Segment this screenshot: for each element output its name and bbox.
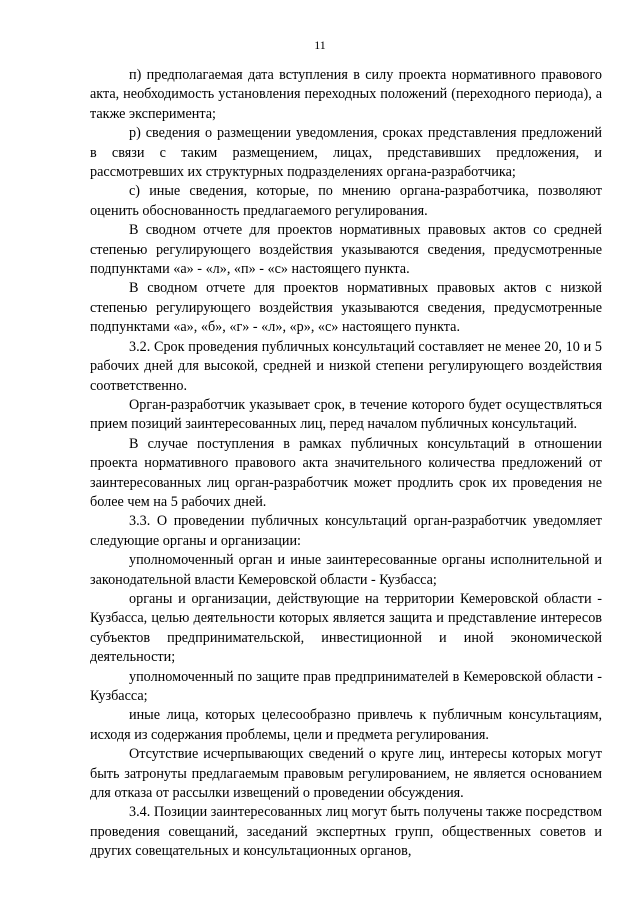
- paragraph-item-p: п) предполагаемая дата вступления в силу проекта нормативного правового акта, необходимость установления переходных положений (переходного периода), а также эксперимента;: [90, 67, 602, 122]
- paragraph-deadline: Орган-разработчик указывает срок, в течение которого будет осуществляться прием позиций заинтересованных лиц, перед началом публичных консультаций.: [90, 396, 602, 433]
- paragraph-3-2: 3.2. Срок проведения публичных консультаций составляет не менее 20, 10 и 5 рабочих дней для высокой, средней и низкой степени регулирующего воздействия соответственно.: [90, 338, 602, 394]
- paragraph-ombudsman: уполномоченный по защите прав предпринимателей в Кемеровской области - Кузбасса;: [90, 668, 602, 704]
- body-text: [90, 66, 602, 862]
- paragraph-medium-impact: В сводном отчете для проектов нормативных правовых актов со средней степенью регулирующего воздействия указываются сведения, предусмотренные подпунктами «а» - «л», «п» - «с» настоящего пункта.: [90, 222, 602, 278]
- page-number: 11: [314, 38, 326, 52]
- paragraph-authorized-body: уполномоченный орган и иные заинтересованные органы исполнительной и законодательной власти Кемеровской области - Кузбасса;: [90, 552, 602, 588]
- paragraph-3-3: 3.3. О проведении публичных консультаций орган-разработчик уведомляет следующие органы и организации:: [90, 513, 602, 549]
- paragraph-extension: В случае поступления в рамках публичных консультаций в отношении проекта нормативного правового акта значительного количества предложений от заинтересованных лиц орган-разработчик может продлить срок их проведения не более чем на 5 рабочих дней.: [90, 435, 602, 510]
- paragraph-absence: Отсутствие исчерпывающих сведений о круге лиц, интересы которых могут быть затронуты предлагаемым правовым регулированием, не является основанием для отказа от рассылки извещений о проведении обсуждения.: [90, 746, 602, 802]
- paragraph-organizations: органы и организации, действующие на территории Кемеровской области - Кузбасса, целью деятельности которых является защита и представление интересов субъектов предпринимательской, инвестиционной и иной экономической деятельности;: [90, 590, 602, 666]
- paragraph-low-impact: В сводном отчете для проектов нормативных правовых актов с низкой степенью регулирующего воздействия указываются сведения, предусмотренные подпунктами «а», «б», «г» - «л», «р», «с» настоящего пункта.: [90, 280, 602, 336]
- paragraph-3-4: 3.4. Позиции заинтересованных лиц могут быть получены также посредством проведения совещаний, заседаний экспертных групп, общественных советов и других совещательных и консультационных органов,: [90, 804, 602, 860]
- paragraph-item-s: с) иные сведения, которые, по мнению органа-разработчика, позволяют оценить обоснованность предлагаемого регулирования.: [90, 183, 602, 219]
- paragraph-other-persons: иные лица, которых целесообразно привлечь к публичным консультациям, исходя из содержания проблемы, цели и предмета регулирования.: [90, 707, 602, 743]
- paragraph-item-r: р) сведения о размещении уведомления, сроках представления предложений в связи с таким размещением, лицах, представивших предложения, и рассмотревших их структурных подразделениях органа-разработчика;: [90, 125, 602, 181]
